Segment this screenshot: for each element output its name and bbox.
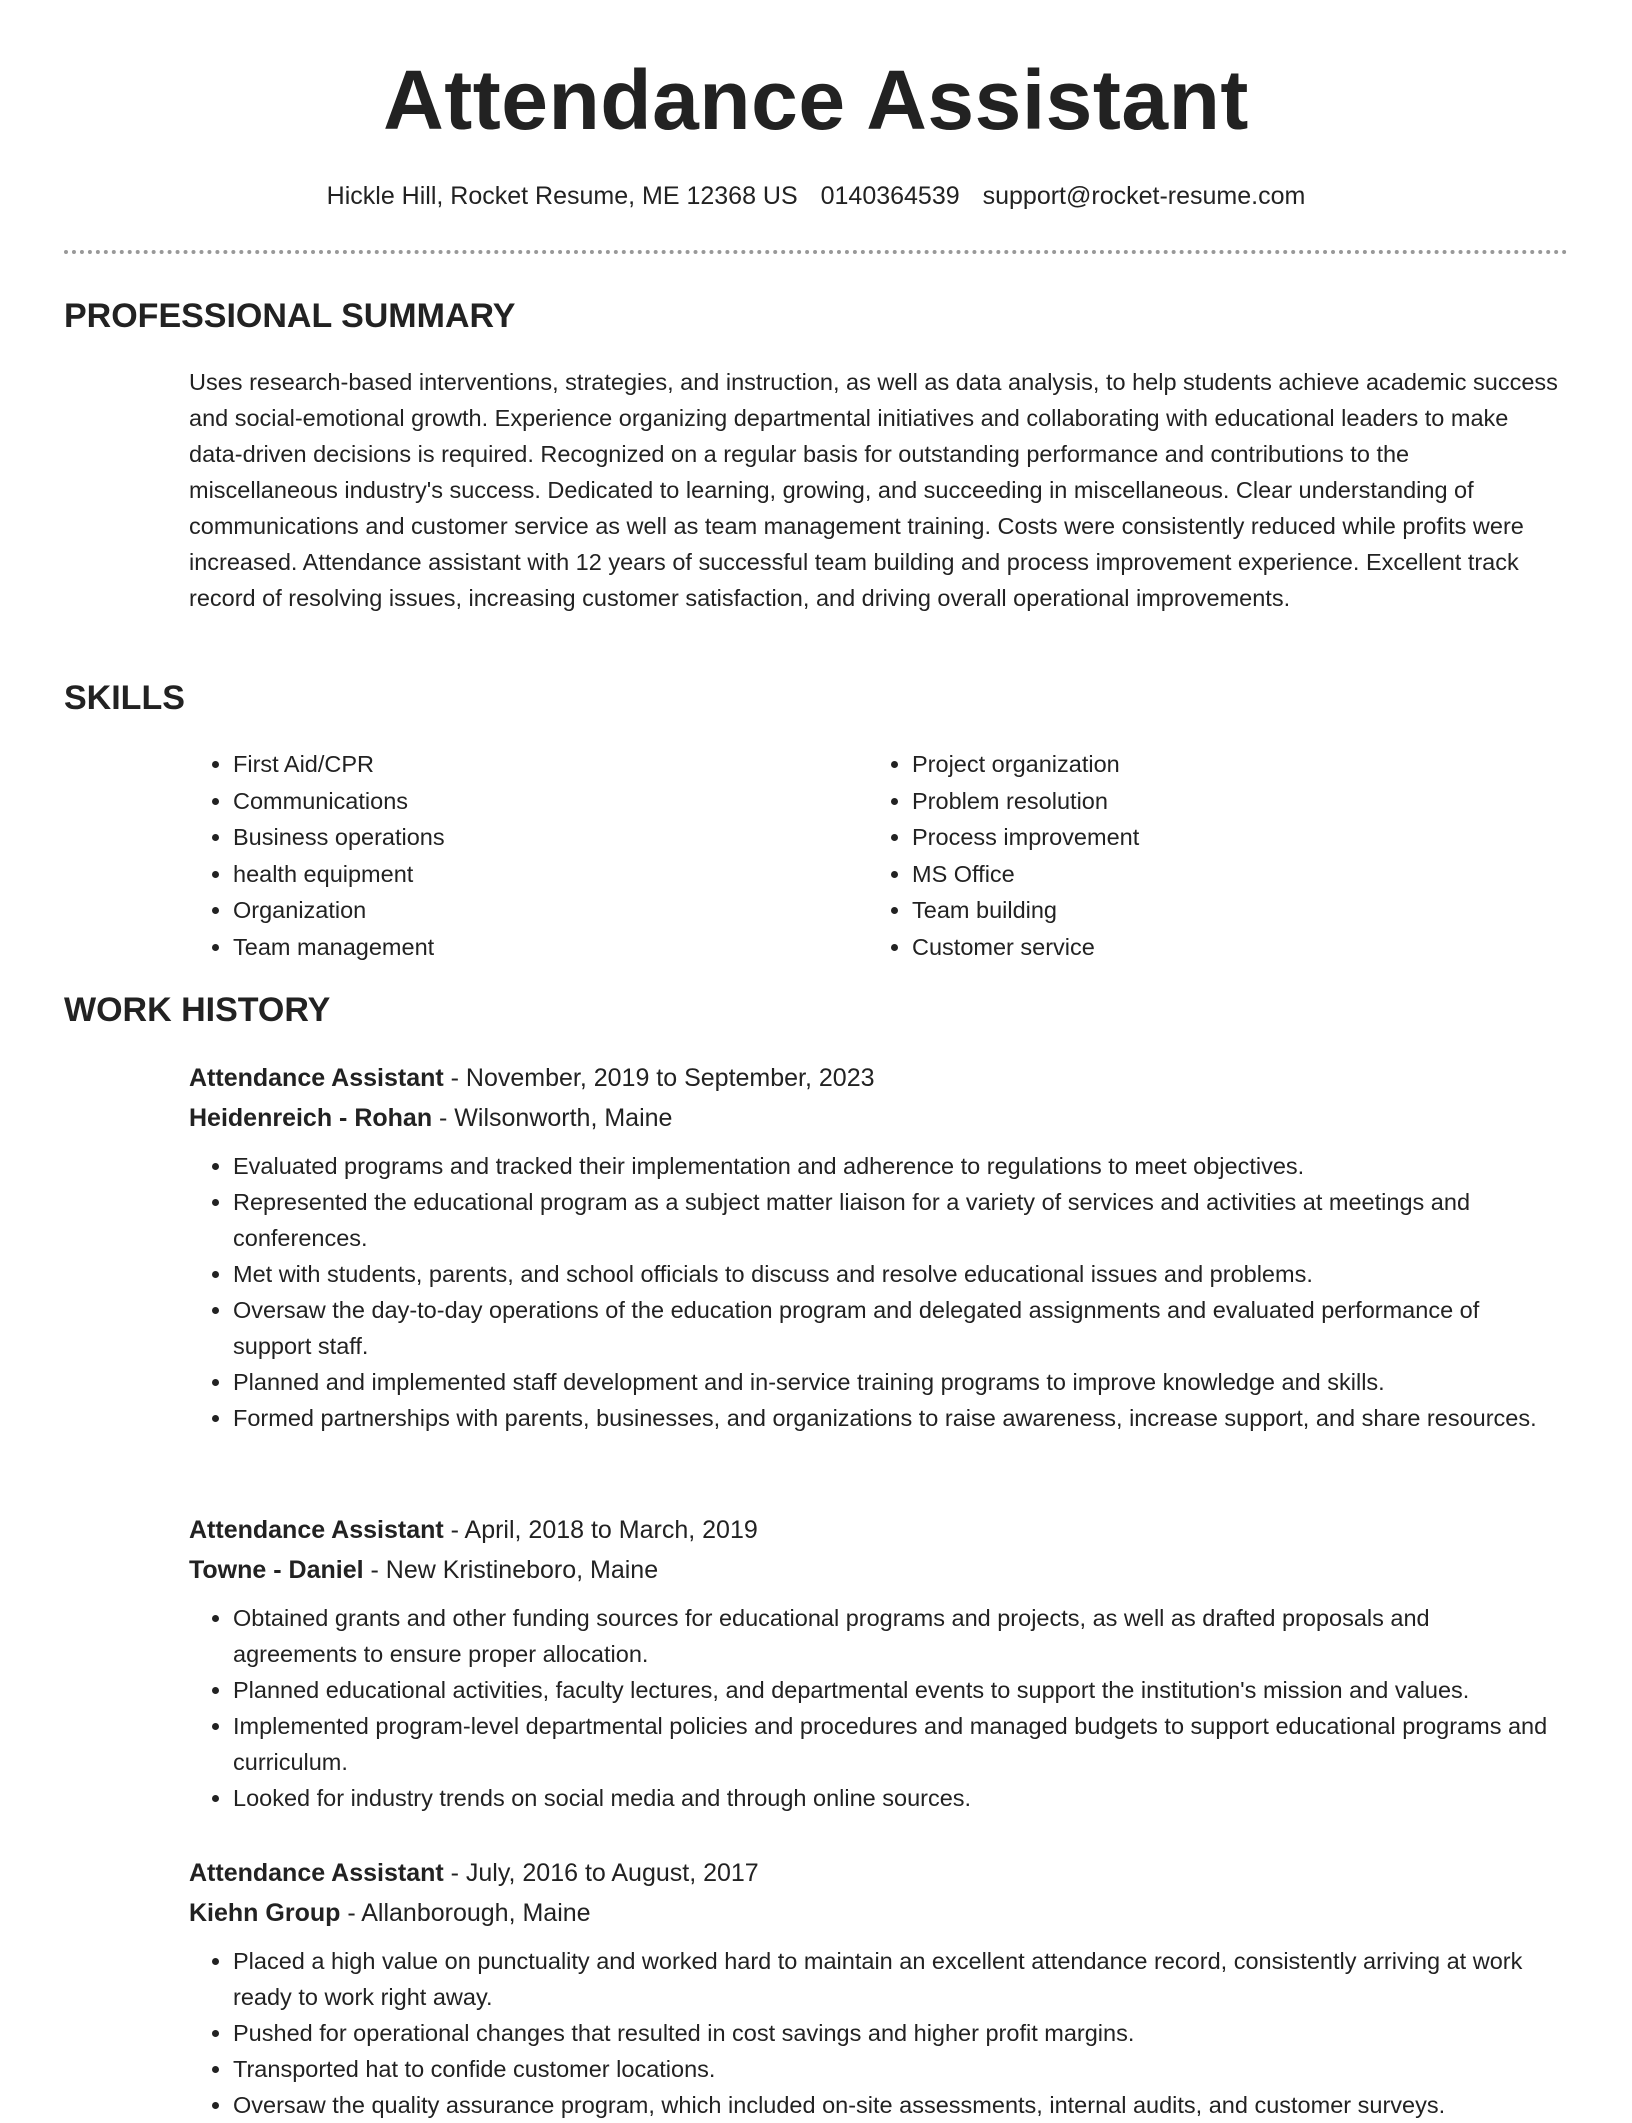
job-bullet: • Transported hat to confide customer locations.	[233, 2051, 1559, 2087]
skills-heading: SKILLS	[64, 679, 185, 717]
job-dates: - November, 2019 to September, 2023	[443, 1064, 875, 1092]
job-location: - Allanborough, Maine	[340, 1899, 591, 1927]
job-bullet: • Planned educational activities, faculty lectures, and departmental events to support the institution's mission and values.	[233, 1672, 1559, 1708]
job-dates: - July, 2016 to August, 2017	[443, 1859, 759, 1887]
job-bullet: • Looked for industry trends on social media and through online sources.	[233, 1780, 1559, 1816]
job-location: - New Kristineboro, Maine	[363, 1556, 659, 1584]
contact-address: Hickle Hill, Rocket Resume, ME 12368 US	[326, 182, 798, 210]
skill-item: • Organization	[233, 892, 833, 929]
job-bullet: • Oversaw the day-to-day operations of the education program and delegated assignments and evaluated performance of support staff.	[233, 1292, 1559, 1364]
job-entry	[189, 1058, 1559, 1436]
job-role: Attendance Assistant	[189, 1516, 444, 1544]
job-bullet: • Met with students, parents, and school officials to discuss and resolve educational issues and problems.	[233, 1256, 1559, 1292]
job-dates: - April, 2018 to March, 2019	[443, 1516, 758, 1544]
header-divider	[64, 250, 1568, 254]
skill-item: • Communications	[233, 783, 833, 820]
skill-item: • Team building	[912, 892, 1512, 929]
resume-name: Attendance Assistant	[383, 53, 1249, 147]
job-company: Towne - Daniel	[189, 1556, 364, 1584]
job-company-line	[189, 1893, 1559, 1933]
skill-item: • Business operations	[233, 819, 833, 856]
job-bullet: • Placed a high value on punctuality and worked hard to maintain an excellent attendance record, consistently arriving at work ready to work right away.	[233, 1943, 1559, 2015]
summary-text: Uses research-based interventions, strategies, and instruction, as well as data analysis, to help students achieve academic success and social-emotional growth. Experience organizing departmental initiatives and collaborating with educational leaders to make data-driven decisions is required. Recognized on a regular basis for outstanding performance and contributions to the miscellaneous industry's success. Dedicated to learning, growing, and succeeding in miscellaneous. Clear understanding of communications and customer service as well as team management training. Costs were consistently reduced while profits were increased. Attendance assistant with 12 years of successful team building and process improvement experience. Excellent track record of resolving issues, increasing customer satisfaction, and driving overall operational improvements.	[189, 369, 1558, 611]
job-company: Kiehn Group	[189, 1899, 341, 1927]
contact-email: support@rocket-resume.com	[982, 182, 1306, 210]
job-bullet: • Pushed for operational changes that resulted in cost savings and higher profit margins.	[233, 2015, 1559, 2051]
skill-item: • health equipment	[233, 856, 833, 893]
work-history-heading: WORK HISTORY	[64, 991, 331, 1029]
job-bullet: • Obtained grants and other funding sources for educational programs and projects, as well as drafted proposals and agreements to ensure proper allocation.	[233, 1600, 1559, 1672]
skill-item: • MS Office	[912, 856, 1512, 893]
skill-item: • Team management	[233, 929, 833, 966]
job-bullet: • Oversaw the quality assurance program, which included on-site assessments, internal audits, and customer surveys.	[233, 2087, 1559, 2123]
job-bullet: • Implemented program-level departmental policies and procedures and managed budgets to support educational programs and curriculum.	[233, 1708, 1559, 1780]
job-role: Attendance Assistant	[189, 1859, 444, 1887]
contact-line	[0, 180, 1632, 213]
job-bullets	[189, 1148, 1559, 1436]
job-company-line	[189, 1550, 1559, 1590]
skills-list-right	[868, 746, 1512, 965]
skill-item: • Problem resolution	[912, 783, 1512, 820]
job-location: - Wilsonworth, Maine	[432, 1104, 673, 1132]
skill-item: • Customer service	[912, 929, 1512, 966]
skills-list-left	[189, 746, 833, 965]
job-bullets	[189, 1943, 1559, 2123]
job-company: Heidenreich - Rohan	[189, 1104, 433, 1132]
job-entry	[189, 1853, 1559, 2123]
job-title-line	[189, 1058, 1559, 1098]
summary-heading: PROFESSIONAL SUMMARY	[64, 297, 516, 335]
job-bullet: • Evaluated programs and tracked their implementation and adherence to regulations to meet objectives.	[233, 1148, 1559, 1184]
job-bullet: • Formed partnerships with parents, businesses, and organizations to raise awareness, increase support, and share resources.	[233, 1400, 1559, 1436]
job-bullet: • Planned and implemented staff development and in-service training programs to improve knowledge and skills.	[233, 1364, 1559, 1400]
job-bullet: • Represented the educational program as a subject matter liaison for a variety of services and activities at meetings and conferences.	[233, 1184, 1559, 1256]
job-company-line	[189, 1098, 1559, 1138]
skill-item: • Project organization	[912, 746, 1512, 783]
job-title-line	[189, 1853, 1559, 1893]
job-entry	[189, 1510, 1559, 1816]
skill-item: • First Aid/CPR	[233, 746, 833, 783]
contact-phone: 0140364539	[820, 182, 960, 210]
job-role: Attendance Assistant	[189, 1064, 444, 1092]
job-title-line	[189, 1510, 1559, 1550]
job-bullets	[189, 1600, 1559, 1816]
skill-item: • Process improvement	[912, 819, 1512, 856]
